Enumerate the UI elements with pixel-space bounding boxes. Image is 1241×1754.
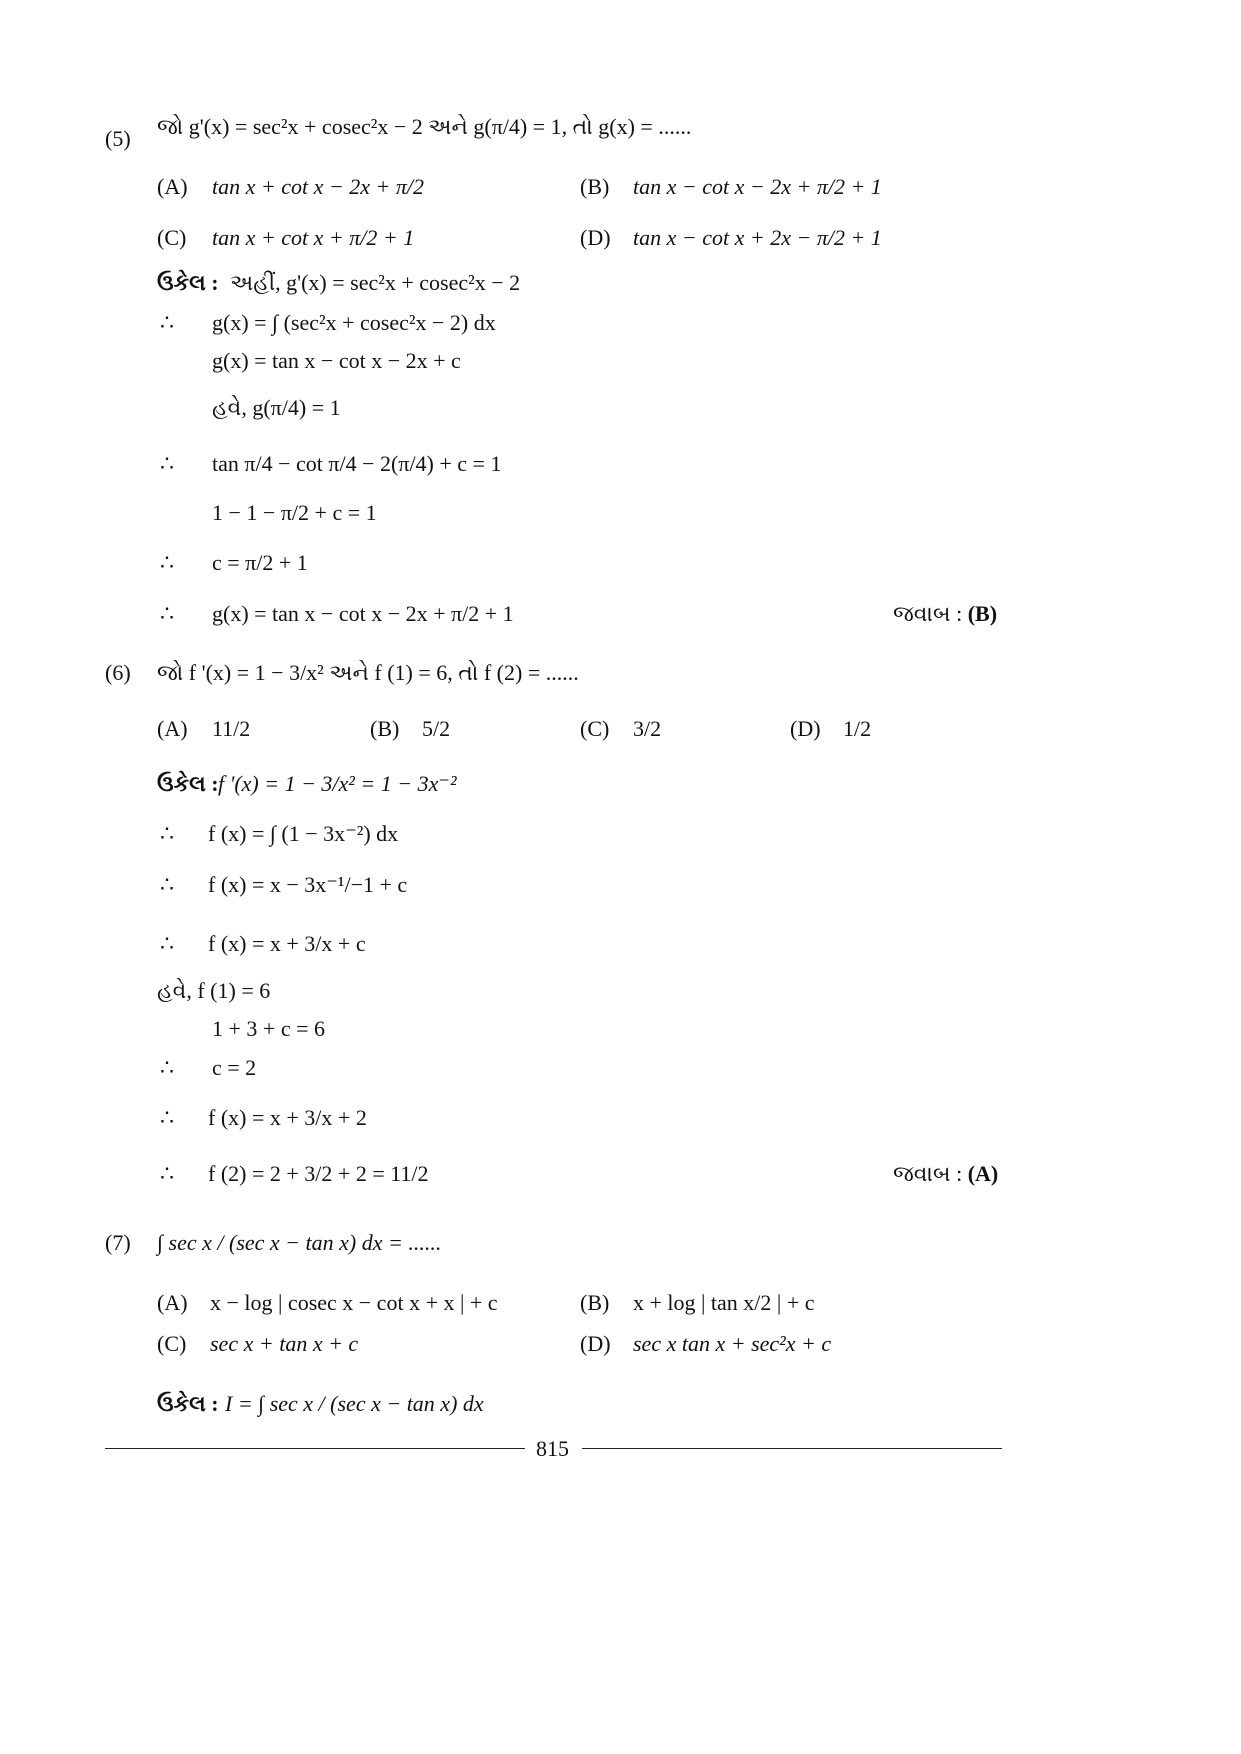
q7-step-1: I = ∫ sec x / (sec x − tan x) dx xyxy=(225,1391,484,1416)
q6-number: (6) xyxy=(105,660,131,685)
q7-option-a-label: (A) xyxy=(157,1290,188,1315)
q5-option-a-label: (A) xyxy=(157,174,188,199)
q6-step-6: 1 + 3 + c = 6 xyxy=(212,1016,325,1041)
q7-option-a: x − log | cosec x − cot x + x | + c xyxy=(210,1290,498,1315)
q6-option-a: 11/2 xyxy=(212,716,251,741)
q6-step-3: f (x) = x − 3x⁻¹/−1 + c xyxy=(208,872,408,897)
q6-option-d-label: (D) xyxy=(790,716,821,741)
q5-step-3: g(x) = tan x − cot x − 2x + c xyxy=(212,348,461,373)
q7-number: (7) xyxy=(105,1230,131,1255)
q5-step-5: tan π/4 − cot π/4 − 2(π/4) + c = 1 xyxy=(212,451,502,476)
q5-solution-label: ઉકેલ : xyxy=(157,270,219,295)
q7-option-d: sec x tan x + sec²x + c xyxy=(633,1331,832,1356)
q6-option-b: 5/2 xyxy=(422,716,451,741)
q5-answer xyxy=(893,603,997,625)
q6-option-a-label: (A) xyxy=(157,716,188,741)
q5-therefore-4: ∴ xyxy=(160,601,174,626)
q5-step-4: હવે, g(π/4) = 1 xyxy=(212,395,341,420)
q5-option-a: tan x + cot x − 2x + π/2 xyxy=(212,174,424,199)
q6-answer-label: જવાબ : xyxy=(893,1161,963,1186)
q5-therefore-2: ∴ xyxy=(160,451,174,476)
q6-step-1: f '(x) = 1 − 3/x² = 1 − 3x⁻² xyxy=(218,771,457,796)
q6-option-c: 3/2 xyxy=(633,716,662,741)
q6-therefore-2: ∴ xyxy=(160,872,174,897)
q5-question xyxy=(157,116,691,138)
q6-solution-label: ઉકેલ : xyxy=(157,771,219,796)
q6-therefore-3: ∴ xyxy=(160,931,174,956)
q6-answer-value: (A) xyxy=(967,1161,999,1186)
page-number: 815 xyxy=(536,1436,569,1461)
q6-option-c-label: (C) xyxy=(580,716,610,741)
q6-question: જો f '(x) = 1 − 3/x² અને f (1) = 6, તો f (2) = ...... xyxy=(157,660,579,685)
q7-option-c-label: (C) xyxy=(157,1331,187,1356)
q6-therefore-6: ∴ xyxy=(160,1161,174,1186)
q6-therefore-4: ∴ xyxy=(160,1055,174,1080)
q5-therefore-1: ∴ xyxy=(160,310,174,335)
q6-step-4: f (x) = x + 3/x + c xyxy=(208,931,366,956)
q5-answer-value: (B) xyxy=(967,601,998,626)
q5-answer-label: જવાબ : xyxy=(893,601,963,626)
q6-option-d: 1/2 xyxy=(843,716,872,741)
footer-rule-right xyxy=(582,1448,1002,1449)
q6-step-2: f (x) = ∫ (1 − 3x⁻²) dx xyxy=(208,821,399,846)
q6-therefore-1: ∴ xyxy=(160,821,174,846)
q5-question-text: જો g'(x) = sec²x + cosec²x − 2 અને g(π/4) = 1, તો g(x) = ...... xyxy=(157,114,692,139)
q5-option-c-label: (C) xyxy=(157,225,187,250)
footer-rule-left xyxy=(105,1448,525,1449)
q6-answer xyxy=(893,1163,998,1185)
q6-step-5: હવે, f (1) = 6 xyxy=(157,978,271,1003)
q5-step-6: 1 − 1 − π/2 + c = 1 xyxy=(212,500,377,525)
q5-option-b-label: (B) xyxy=(580,174,610,199)
q5-step-1: અહીં, g'(x) = sec²x + cosec²x − 2 xyxy=(230,270,521,295)
q6-step-8: f (x) = x + 3/x + 2 xyxy=(208,1105,367,1130)
q6-step-7: c = 2 xyxy=(212,1055,257,1080)
q7-solution-label: ઉકેલ : xyxy=(157,1391,219,1416)
q7-option-b: x + log | tan x/2 | + c xyxy=(633,1290,815,1315)
q7-option-b-label: (B) xyxy=(580,1290,610,1315)
q5-therefore-3: ∴ xyxy=(160,550,174,575)
q5-step-2: g(x) = ∫ (sec²x + cosec²x − 2) dx xyxy=(212,310,496,335)
q5-step-8: g(x) = tan x − cot x − 2x + π/2 + 1 xyxy=(212,601,514,626)
q5-option-d: tan x − cot x + 2x − π/2 + 1 xyxy=(633,225,882,250)
q7-option-c: sec x + tan x + c xyxy=(210,1331,359,1356)
q5-option-d-label: (D) xyxy=(580,225,611,250)
q7-option-d-label: (D) xyxy=(580,1331,611,1356)
q5-number: (5) xyxy=(105,126,131,151)
q6-therefore-5: ∴ xyxy=(160,1105,174,1130)
q5-step-7: c = π/2 + 1 xyxy=(212,550,308,575)
q6-option-b-label: (B) xyxy=(370,716,400,741)
q5-option-b: tan x − cot x − 2x + π/2 + 1 xyxy=(633,174,882,199)
q5-option-c: tan x + cot x + π/2 + 1 xyxy=(212,225,415,250)
q7-question: ∫ sec x / (sec x − tan x) dx = ...... xyxy=(157,1230,442,1255)
q6-step-9: f (2) = 2 + 3/2 + 2 = 11/2 xyxy=(208,1161,429,1186)
